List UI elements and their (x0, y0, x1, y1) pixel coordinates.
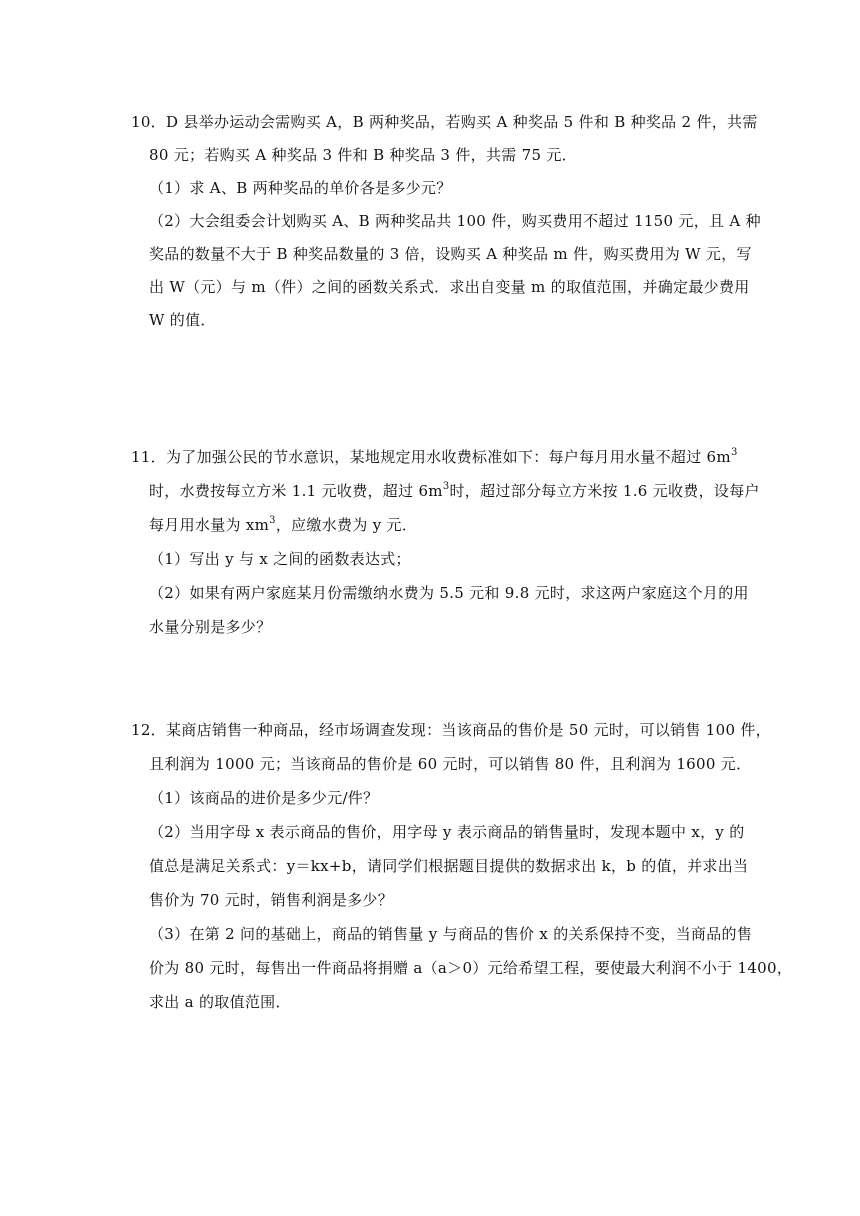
problem-12-part-1: （1）该商品的进价是多少元/件？ (149, 789, 379, 807)
problem-12-part-2-line-3: 售价为 70 元时，销售利润是多少？ (149, 891, 394, 909)
problem-12-part-2-line-1: （2）当用字母 x 表示商品的售价，用字母 y 表示商品的销售量时，发现本题中 x，y 的 (149, 823, 745, 841)
cubic-exponent: 3 (730, 447, 738, 458)
problem-11-part-2-line-2: 水量分别是多少？ (149, 618, 272, 636)
problem-11-line-3 (149, 515, 417, 535)
problem-11-part-2-line-1: （2）如果有两户家庭某月份需缴纳水费为 5.5 元和 9.8 元时，求这两户家庭这个月的用 (149, 584, 749, 602)
problem-12-part-2-line-2: 值总是满足关系式：y＝kx+b，请同学们根据题目提供的数据求出 k，b 的值，并求出当 (149, 857, 749, 875)
problem-10-part-2-line-2: 奖品的数量不大于 B 种奖品数量的 3 倍，设购买 A 种奖品 m 件，购买费用为 W 元，写 (149, 245, 752, 263)
problem-11-line-2 (149, 481, 760, 501)
cubic-exponent: 3 (442, 481, 450, 492)
problem-12-part-3-line-1: （3）在第 2 问的基础上，商品的销售量 y 与商品的售价 x 的关系保持不变，当商品的售 (149, 925, 753, 943)
problem-12-part-3-line-2: 价为 80 元时，每售出一件商品将捐赠 a（a＞0）元给希望工程，要使最大利润不小于 1400， (149, 959, 793, 977)
cubic-exponent: 3 (269, 515, 276, 526)
problem-10-line-1: 10．D 县举办运动会需购买 A，B 两种奖品，若购买 A 种奖品 5 件和 B 种奖品 2 件，共需 (131, 113, 758, 131)
problem-11-line-2-text-a: 时，水费按每立方米 1.1 元收费，超过 6m (149, 482, 443, 500)
problem-11-line-2-text-b: 时，超过部分每立方米按 1.6 元收费，设每户 (449, 482, 760, 500)
problem-10-part-2-line-3: 出 W（元）与 m（件）之间的函数关系式．求出自变量 m 的取值范围，并确定最少费用 (149, 278, 750, 296)
problem-12-line-2: 且利润为 1000 元；当该商品的售价是 60 元时，可以销售 80 件，且利润为 1600 元． (149, 755, 752, 773)
problem-10-part-2-line-4: W 的值． (149, 311, 216, 329)
problem-10-line-2: 80 元；若购买 A 种奖品 3 件和 B 种奖品 3 件，共需 75 元． (149, 146, 577, 164)
problem-11-part-1: （1）写出 y 与 x 之间的函数表达式； (149, 550, 411, 568)
problem-11-line-1 (131, 447, 738, 467)
problem-12-line-1: 12．某商店销售一种商品，经市场调查发现：当该商品的售价是 50 元时，可以销售 100 件， (131, 721, 771, 739)
problem-11-line-3-text-a: 每月用水量为 xm (149, 516, 270, 534)
problem-10-part-1: （1）求 A、B 两种奖品的单价各是多少元？ (149, 179, 452, 197)
problem-11-line-3-text-b: ，应缴水费为 y 元． (275, 516, 418, 534)
problem-10-part-2-line-1: （2）大会组委会计划购买 A、B 两种奖品共 100 件，购买费用不超过 1150 元，且 A 种 (149, 212, 761, 230)
problem-12-part-3-line-3: 求出 a 的取值范围． (149, 993, 291, 1011)
problem-11-line-1-text: 11．为了加强公民的节水意识，某地规定用水收费标准如下：每户每月用水量不超过 6m (131, 448, 731, 466)
